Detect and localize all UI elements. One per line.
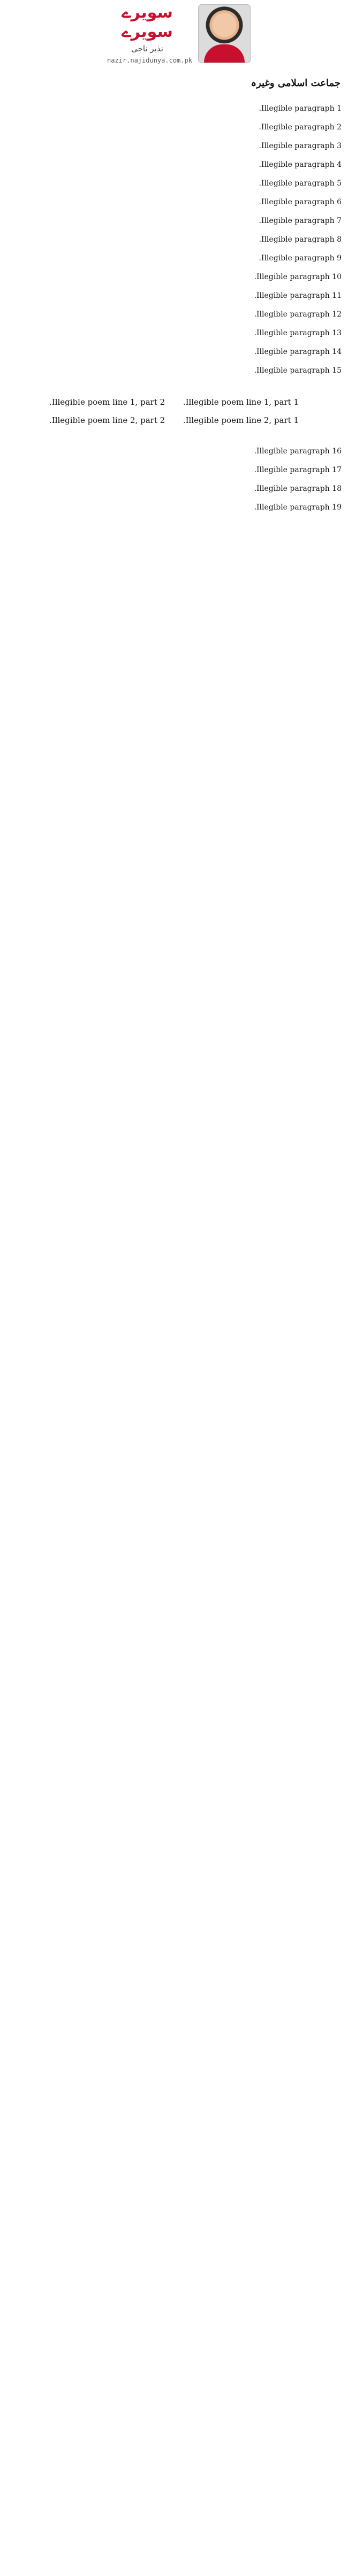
article-paragraph: Illegible paragraph 17. — [254, 466, 342, 474]
article-paragraphs-top — [6, 102, 342, 378]
column-header — [0, 0, 348, 80]
article-paragraph: Illegible paragraph 16. — [254, 447, 342, 456]
columnist-url: nazir.najidunya.com.pk — [107, 57, 192, 64]
article-paragraph: Illegible paragraph 15. — [254, 366, 342, 375]
article-paragraph: Illegible paragraph 18. — [254, 484, 342, 493]
poem-hemistich: Illegible poem line 1, part 1. — [183, 397, 299, 407]
poem-hemistich: Illegible poem line 2, part 1. — [183, 415, 299, 425]
article-paragraph: Illegible paragraph 3. — [259, 142, 342, 150]
article-paragraph: Illegible paragraph 13. — [254, 329, 342, 337]
poem-hemistich: Illegible poem line 2, part 2. — [49, 415, 165, 425]
poem-line — [39, 411, 309, 429]
article-paragraph: Illegible paragraph 12. — [254, 310, 342, 319]
article-paragraph: Illegible paragraph 5. — [259, 179, 342, 188]
article-paragraphs-bottom — [6, 444, 342, 515]
column-title: جماعت اسلامی وغیرہ — [251, 78, 341, 89]
article-paragraph: Illegible paragraph 10. — [254, 273, 342, 281]
article-paragraph: Illegible paragraph 4. — [259, 160, 342, 169]
article-paragraph: Illegible paragraph 14. — [254, 348, 342, 356]
author-photo — [198, 4, 251, 63]
article-body — [6, 102, 342, 519]
article-paragraph: Illegible paragraph 7. — [259, 217, 342, 225]
poem-hemistich: Illegible poem line 1, part 2. — [49, 397, 165, 407]
column-logo — [107, 3, 192, 64]
author-photo-shirt — [204, 44, 245, 63]
article-paragraph: Illegible paragraph 6. — [259, 198, 342, 206]
columnist-name: نذیر ناجی — [131, 44, 163, 53]
article-paragraph: Illegible paragraph 2. — [259, 123, 342, 132]
article-paragraph: Illegible paragraph 19. — [254, 503, 342, 512]
poem-block — [39, 393, 309, 429]
article-paragraph: Illegible paragraph 1. — [259, 104, 342, 113]
article-paragraph: Illegible paragraph 9. — [259, 254, 342, 263]
article-paragraph: Illegible paragraph 11. — [254, 291, 342, 300]
article-paragraph: Illegible paragraph 8. — [259, 235, 342, 244]
poem-line — [39, 393, 309, 411]
logo-title: سویرے سویرے — [122, 3, 173, 41]
